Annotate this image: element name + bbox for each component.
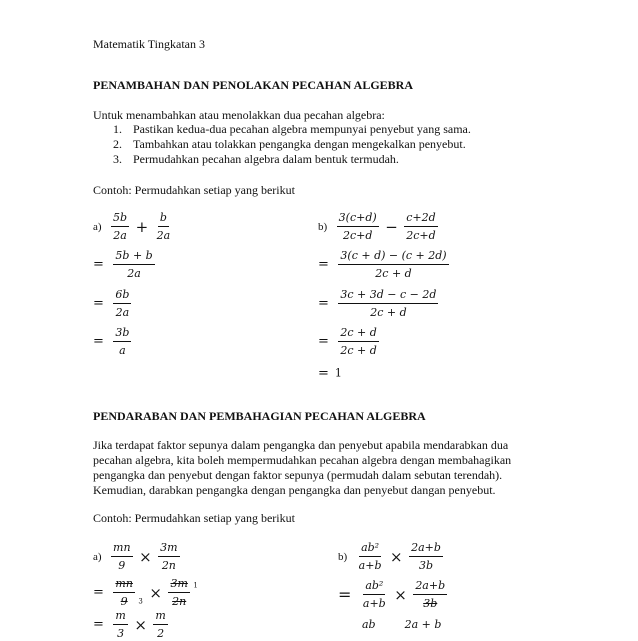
sec2-exb-step1: = $\frac{\text{ab²}}{a+b}$ × $\frac{2a+b}{3b}$ xyxy=(338,579,446,610)
sec1-exb-step1: = $\frac{3(c + d) - (c + 2d)}{2c + d}$ xyxy=(318,249,447,280)
sec1-exb-step3: = $\frac{2c + d}{2c + d}$ xyxy=(318,326,377,357)
list-item: 2. Tambahkan atau tolakkan pengangka dengan mengekalkan penyebut. xyxy=(113,137,466,151)
sec1-exa-step1: = $\frac{5b + b}{2a}$ xyxy=(93,249,153,280)
sec2-exb-step2: ab 2a + b xyxy=(362,618,442,631)
list-item: 1. Pastikan kedua-dua pecahan algebra mempunyai penyebut yang sama. xyxy=(113,122,471,136)
sec1-exb-result: = 1 xyxy=(318,366,342,381)
list-item: 3. Permudahkan pecahan algebra dalam bentuk termudah. xyxy=(113,152,399,166)
sec1-exb-step2: = $\frac{3c + 3d - c - 2d}{2c + d}$ xyxy=(318,288,437,319)
section1-example-label: Contoh: Permudahkan setiap yang berikut xyxy=(93,183,295,197)
sec1-exb-question: b) $\frac{3(c+d)}{2c+d}$ − $\frac{c+2d}{2c+d}$ xyxy=(318,211,436,242)
section1-intro: Untuk menambahkan atau menolakkan dua pecahan algebra: xyxy=(93,108,385,122)
section2-paragraph: Jika terdapat faktor sepunya dalam pengangka dan penyebut apabila mendarabkan dua pecahan algebra, kita boleh mempermudahkan pecahan algebra dengan membahagikan pengangka dan penyebut dengan faktor sepunya (permudah dalam sebutan terendah). Kemudian, darabkan pengangka dengan pengangka dan penyebut dangan penyebut. xyxy=(93,438,512,497)
sec2-exa-question: a) $\frac{mn}{9}$ × $\frac{3m}{2n}$ xyxy=(93,541,178,572)
sec2-exb-question: b) $\frac{\text{ab²}}{a+b}$ × $\frac{2a+b}{3b}$ xyxy=(338,541,441,572)
section2-title: PENDARABAN DAN PEMBAHAGIAN PECAHAN ALGEBRA xyxy=(93,409,426,423)
step-list xyxy=(113,122,471,167)
sec1-exa-question: a) $\frac{5b}{2a}$ + $\frac{b}{2a}$ xyxy=(93,211,171,242)
section1-title: PENAMBAHAN DAN PENOLAKAN PECAHAN ALGEBRA xyxy=(93,78,414,92)
section2-example-label: Contoh: Permudahkan setiap yang berikut xyxy=(93,511,295,525)
sec2-exa-step2: = $\frac{m}{3}$ × $\frac{m}{2}$ xyxy=(93,609,166,640)
sec1-exa-step3: = $\frac{3b}{a}$ xyxy=(93,326,130,357)
sec1-exa-step2: = $\frac{6b}{2a}$ xyxy=(93,288,130,319)
page-header: Matematik Tingkatan 3 xyxy=(93,37,205,51)
sec2-exa-step1: = $\frac{mn}{9}$ $_3$ × $\frac{3m}{2n}$ $^1$ xyxy=(93,577,198,608)
